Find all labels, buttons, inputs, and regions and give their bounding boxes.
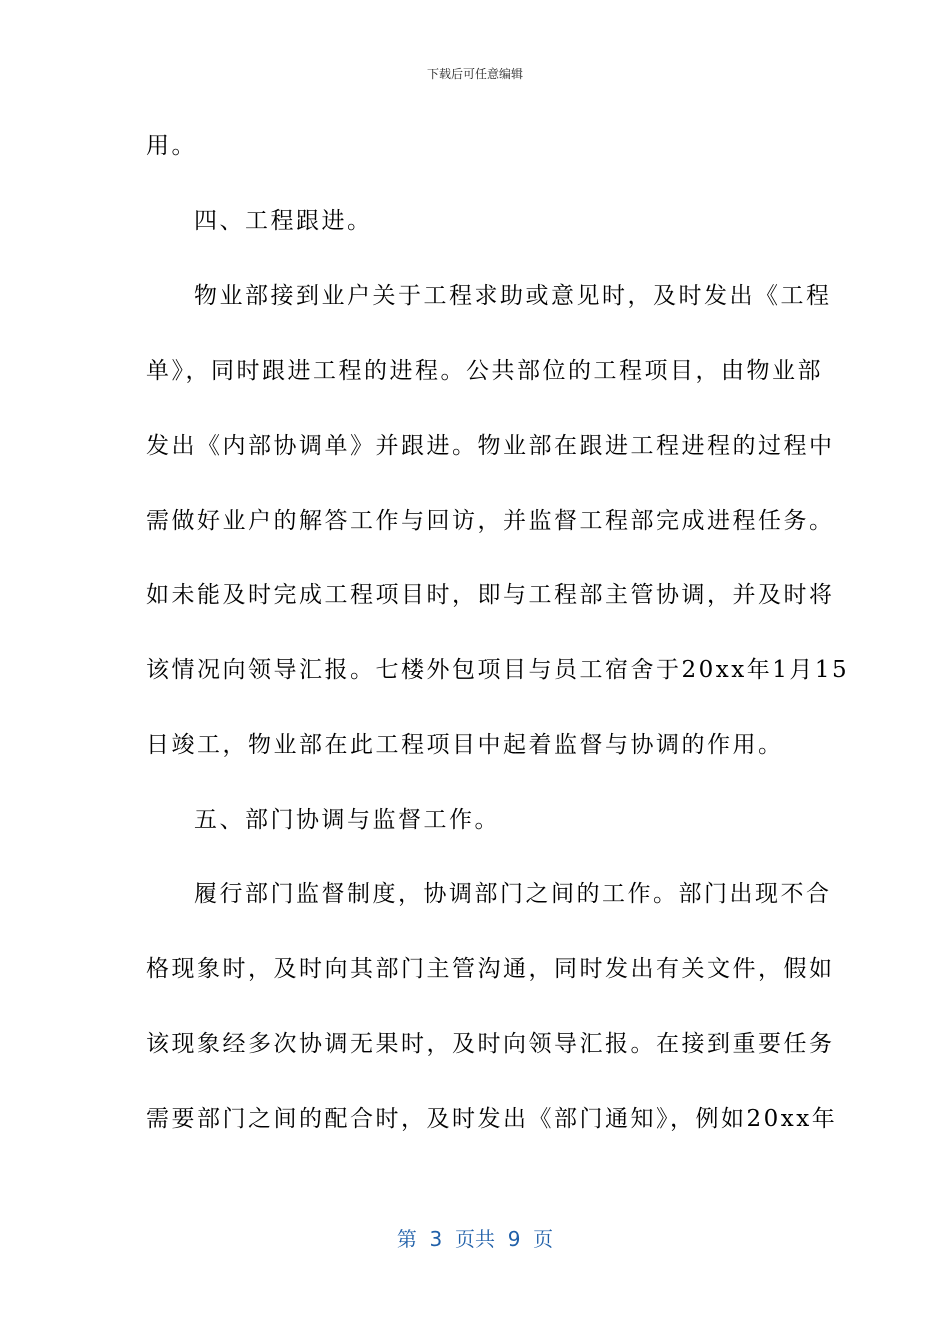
text-line-9: 日竣工，物业部在此工程项目中起着监督与协调的作用。: [146, 732, 784, 758]
text-line-5: 发出《内部协调单》并跟进。物业部在跟进工程进程的过程中: [146, 433, 835, 459]
text-line-3: 物业部接到业户关于工程求助或意见时，及时发出《工程: [194, 283, 832, 309]
page-header-note: 下载后可任意编辑: [426, 67, 523, 81]
text-line-6: 需做好业户的解答工作与回访，并监督工程部完成进程任务。: [146, 508, 835, 534]
text-line-7: 如未能及时完成工程项目时，即与工程部主管协调，并及时将: [146, 582, 835, 608]
section-heading-5: 五、部门协调与监督工作。: [194, 807, 500, 833]
text-line-13: 该现象经多次协调无果时，及时向领导汇报。在接到重要任务: [146, 1031, 835, 1057]
text-line-11: 履行部门监督制度，协调部门之间的工作。部门出现不合: [194, 881, 832, 907]
page-number-footer: 第 3 页共 9 页: [396, 1227, 554, 1251]
text-line-14: 需要部门之间的配合时，及时发出《部门通知》，例如20xx年: [146, 1106, 838, 1132]
text-line-12: 格现象时，及时向其部门主管沟通，同时发出有关文件，假如: [146, 956, 835, 982]
text-line-8: 该情况向领导汇报。七楼外包项目与员工宿舍于20xx年1月15: [146, 657, 850, 683]
text-line-4: 单》，同时跟进工程的进程。公共部位的工程项目，由物业部: [146, 358, 823, 384]
section-heading-4: 四、工程跟进。: [194, 208, 373, 234]
text-line-1: 用。: [146, 133, 197, 159]
